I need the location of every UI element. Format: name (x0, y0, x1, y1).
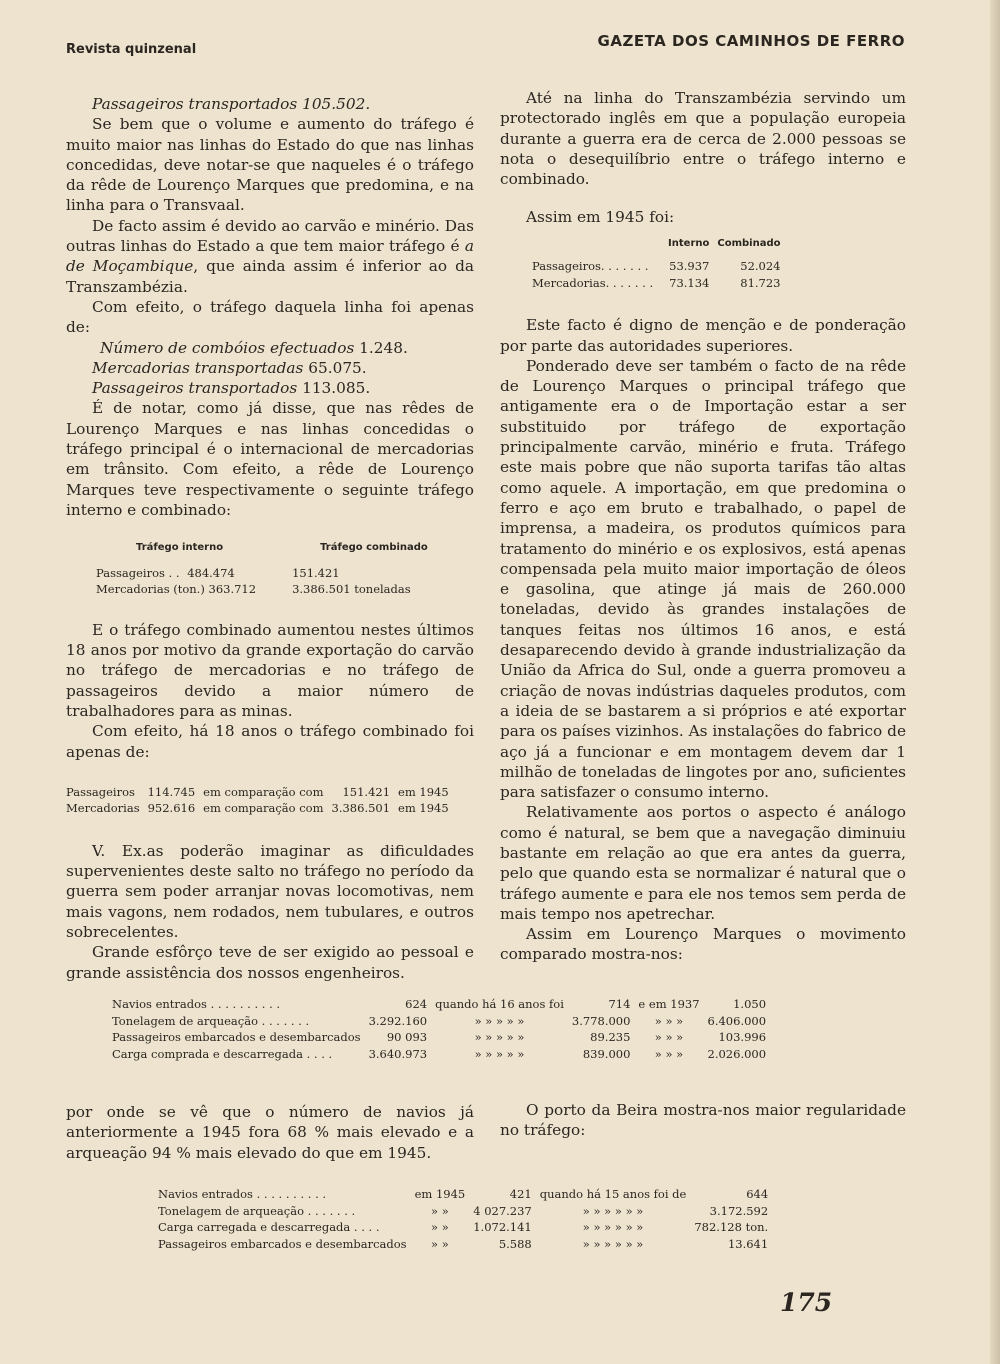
table-cell: 151.421 (292, 565, 340, 580)
section-header: Revista quinzenal (66, 42, 197, 57)
table-cell: » » (431, 1203, 449, 1218)
table-cell: 3.386.501 toneladas (292, 582, 411, 597)
table-cell: 624 (405, 997, 428, 1011)
row-label: Passageiros. . . . . . . (532, 259, 649, 274)
table-cell: » » » » » (474, 1013, 525, 1028)
table-row (108, 1046, 770, 1063)
table-cell: » » (431, 1236, 449, 1251)
row-label: Mercadorias (ton.) (96, 582, 205, 597)
table-cell: » » (431, 1220, 449, 1234)
paragraph: Até na linha do Transzambézia servindo um protectorado inglês em que a população europeia durante a guerra era de cerca de 2.000 pessoas se nota o desequilíbrio entre o tráfego interno e combinado. (500, 89, 906, 189)
list-item (66, 378, 474, 398)
paragraph: O porto da Beira mostra-nos maior regularidade no tráfego: (500, 1101, 906, 1140)
list-value: 65.075. (303, 358, 367, 377)
paragraph: É de notar, como já disse, que nas rêdes de Lourenço Marques e nas linhas concedidas o tráfego principal é o internacional de mercadorias em trânsito. Com efeito, a rêde de Lourenço Marques teve respectivamente o seguinte tráfego interno e combinado: (66, 399, 474, 519)
table-row (528, 258, 785, 275)
table-cell: » » » (654, 1013, 684, 1028)
table-cell: » » » » » (474, 1046, 525, 1061)
table-row (108, 1029, 770, 1046)
table-beira (154, 1186, 772, 1252)
table-cell: 81.723 (740, 275, 781, 290)
table-cell: 1.072.141 (473, 1220, 532, 1234)
list-value: 1.248. (354, 338, 408, 357)
table-row (154, 1203, 772, 1220)
table-cell: 4 027.237 (473, 1203, 532, 1218)
table-cell: » » » » » (474, 1030, 525, 1044)
table-cell: » » » (654, 1046, 684, 1061)
list-label: Passageiros transportados (92, 379, 298, 398)
table-cell: 839.000 (582, 1046, 631, 1061)
table-cell (92, 565, 260, 582)
table-row (92, 581, 432, 598)
table-row (154, 1236, 772, 1253)
column-header: Combinado (717, 237, 781, 249)
bottom-right-text (500, 1100, 906, 1141)
table-cell: 3.778.000 (571, 1013, 631, 1028)
table-cell: 484.474 (187, 565, 235, 580)
row-label: Navios entrados . . . . . . . . . . (158, 1187, 327, 1201)
row-label: Tonelagem de arqueação . . . . . . . (112, 1013, 310, 1028)
table-cell: em comparação com (203, 801, 324, 816)
table-cell: quando há 15 anos foi de (539, 1187, 687, 1201)
table-row (528, 275, 785, 292)
table-cell: 2.026.000 (707, 1046, 767, 1061)
table-cell: 90 093 (386, 1030, 428, 1044)
table-cell: » » » » » » (582, 1220, 644, 1234)
page-number: 175 (780, 1288, 833, 1317)
ports-table-block (108, 996, 770, 1062)
paragraph: Ponderado deve ser também o facto de na rêde de Lourenço Marques o principal tráfego que antigamente era o de Importação estar a ser substituido por tráfego de exportação principalmente carvão, minério e fruta. Tráfego este mais pobre que não suporta tarifas tão altas como aquele. A importação, em que predomina o ferro e aço em bruto e trabalhado, o papel de imprensa, a madeira, os produtos químicos para tratamento do minério e os explosivos, está apenas compensada pela muito maior importação de óleos e gasolina, que atinge já mais de 260.000 toneladas, devido às grandes instalações de tanques feitas nos últimos 16 anos, e está desaparecendo devido à grande industrialização da União da Africa do Sul, onde a guerra promoveu a criação de novas indústrias daqueles produtos, com a ideia de se bastarem a si próprios e até exportar para os países vizinhos. As instalações do fabrico de aço já a funcionar e em montagem devem dar 1 milhão de toneladas de lingotes por ano, suficientes para satisfazer o consumo interno. (500, 356, 906, 802)
table-cell: em 1945 (398, 784, 449, 799)
table-cell: 3.386.501 (331, 801, 391, 816)
table-row (154, 1186, 772, 1203)
column-header: Tráfego interno (136, 542, 224, 554)
table-cell: 5.588 (498, 1236, 532, 1251)
paragraph: por onde se vê que o número de navios já anteriormente a 1945 fora 68 % mais elevado e a arqueação 94 % mais elevado do que em 1945. (66, 1103, 474, 1162)
table-cell: 3.640.973 (368, 1046, 428, 1061)
table-cell: » » » (654, 1030, 684, 1044)
table-row (108, 996, 770, 1013)
row-label: Passageiros (66, 784, 135, 799)
table-cell: 52.024 (740, 259, 781, 274)
table-cell: em 1945 (414, 1187, 466, 1201)
row-label: Navios entrados . . . . . . . . . . (112, 997, 281, 1011)
table-cell: » » » » » » (582, 1203, 644, 1218)
table-cell: 114.745 (147, 784, 196, 799)
paragraph: E o tráfego combinado aumentou nestes últimos 18 anos por motivo da grande exportação do carvão no tráfego de mercadorias e no tráfego de passageiros devido a maior número de trabalhadores para as minas. (66, 620, 474, 720)
paragraph: Assim em Lourenço Marques o movimento comparado mostra-nos: (500, 925, 906, 964)
table-transzambezia (528, 236, 785, 292)
row-label: Tonelagem de arqueação . . . . . . . (158, 1203, 356, 1218)
table-cell: 952.616 (147, 801, 196, 816)
row-label: Mercadorias (66, 801, 140, 816)
table-row (62, 800, 453, 817)
table-cell: 3.172.592 (709, 1203, 769, 1218)
row-label: Carga carregada e descarregada . . . . (158, 1220, 380, 1234)
list-label: Mercadorias transportadas (92, 358, 304, 377)
paragraph: Assim em 1945 foi: (526, 208, 675, 227)
table-cell: 6.406.000 (707, 1013, 767, 1028)
journal-title: GAZETA DOS CAMINHOS DE FERRO (597, 32, 905, 50)
table-cell: 3.292.160 (368, 1013, 428, 1028)
table-cell: » » » » » » (582, 1236, 644, 1251)
table-ports (108, 996, 770, 1062)
page-edge-shadow (990, 0, 1000, 1364)
table-cell: e em 1937 (638, 997, 700, 1011)
column-header: Tráfego combinado (320, 542, 428, 554)
table-cell: 644 (746, 1187, 769, 1201)
column-header: Interno (668, 237, 710, 249)
table-lm-traffic (92, 540, 432, 598)
table-cell: 151.421 (342, 784, 391, 799)
paragraph: Relativamente aos portos o aspecto é análogo como é natural, se bem que a navegação diminuiu bastante em relação ao que era antes da guerra, pelo que quando esta se normalizar é natural que o tráfego aumente e para ele nos temos sem perda de mais tempo nos apetrechar. (500, 803, 906, 923)
list-label: Número de combóios efectuados (100, 338, 355, 357)
row-label: Mercadorias. . . . . . . (532, 275, 654, 290)
text-run: De facto assim é devido ao carvão e minério. Das outras linhas do Estado a que tem maior tráfego é (66, 216, 474, 256)
paragraph (66, 216, 474, 297)
table-row (62, 784, 453, 801)
table-comparison (62, 784, 453, 817)
row-label: Passageiros embarcados e desembarcados (158, 1236, 407, 1251)
table-cell: 782.128 ton. (694, 1220, 769, 1234)
paragraph: Com efeito, o tráfego daquela linha foi apenas de: (66, 297, 474, 337)
text-run: , que ainda assim é inferior ao da Transzambézia. (66, 257, 474, 296)
text-run: a de Moçambique (66, 237, 474, 276)
paragraph: Se bem que o volume e aumento do tráfego é muito maior nas linhas do Estado do que nas linhas concedidas, deve notar-se que naqueles é o tráfego da rêde de Lourenço Marques que predomina, e na linha para o Transvaal. (66, 115, 474, 215)
paragraph: Passageiros transportados 105.502. (92, 95, 371, 113)
left-column (66, 94, 474, 983)
paragraph: Com efeito, há 18 anos o tráfego combinado foi apenas de: (66, 722, 474, 761)
paragraph: Este facto é digno de menção e de ponderação por parte das autoridades superiores. (500, 316, 906, 355)
table-cell: 363.712 (208, 582, 257, 597)
table-cell: 89.235 (590, 1030, 631, 1044)
table-header-row (92, 540, 432, 557)
table-cell: 73.134 (669, 275, 710, 290)
list-item (66, 358, 474, 378)
row-label: Passageiros embarcados e desembarcados (112, 1030, 361, 1044)
paragraph: Grande esfôrço teve de ser exigido ao pessoal e grande assistência dos nossos engenheiros. (66, 943, 474, 982)
table-cell: 421 (509, 1187, 532, 1201)
paragraph: V. Ex.as poderão imaginar as dificuldades supervenientes deste salto no tráfego no período da guerra sem poder arranjar novas locomotivas, nem mais vagons, nem rodados, nem tubulares, e outros sobrecelentes. (66, 841, 474, 941)
table-cell (92, 581, 260, 598)
beira-table-block (154, 1186, 772, 1252)
table-cell: em comparação com (203, 784, 324, 799)
list-item (66, 338, 474, 358)
table-row (92, 565, 432, 582)
table-cell: 1.050 (733, 997, 767, 1011)
right-column (500, 88, 906, 965)
row-label: Carga comprada e descarregada . . . . (112, 1046, 333, 1061)
list-value: 113.085. (297, 379, 371, 398)
bottom-left-text (66, 1102, 474, 1163)
table-cell: 714 (608, 997, 631, 1011)
table-row (154, 1219, 772, 1236)
table-cell: 13.641 (727, 1236, 769, 1251)
table-header-row (528, 236, 785, 253)
table-cell: em 1945 (398, 801, 449, 816)
table-cell: 53.937 (669, 259, 710, 274)
table-cell: 103.996 (718, 1030, 767, 1044)
table-cell: quando há 16 anos foi (435, 997, 564, 1011)
row-label: Passageiros . . (96, 565, 180, 580)
table-row (108, 1013, 770, 1030)
